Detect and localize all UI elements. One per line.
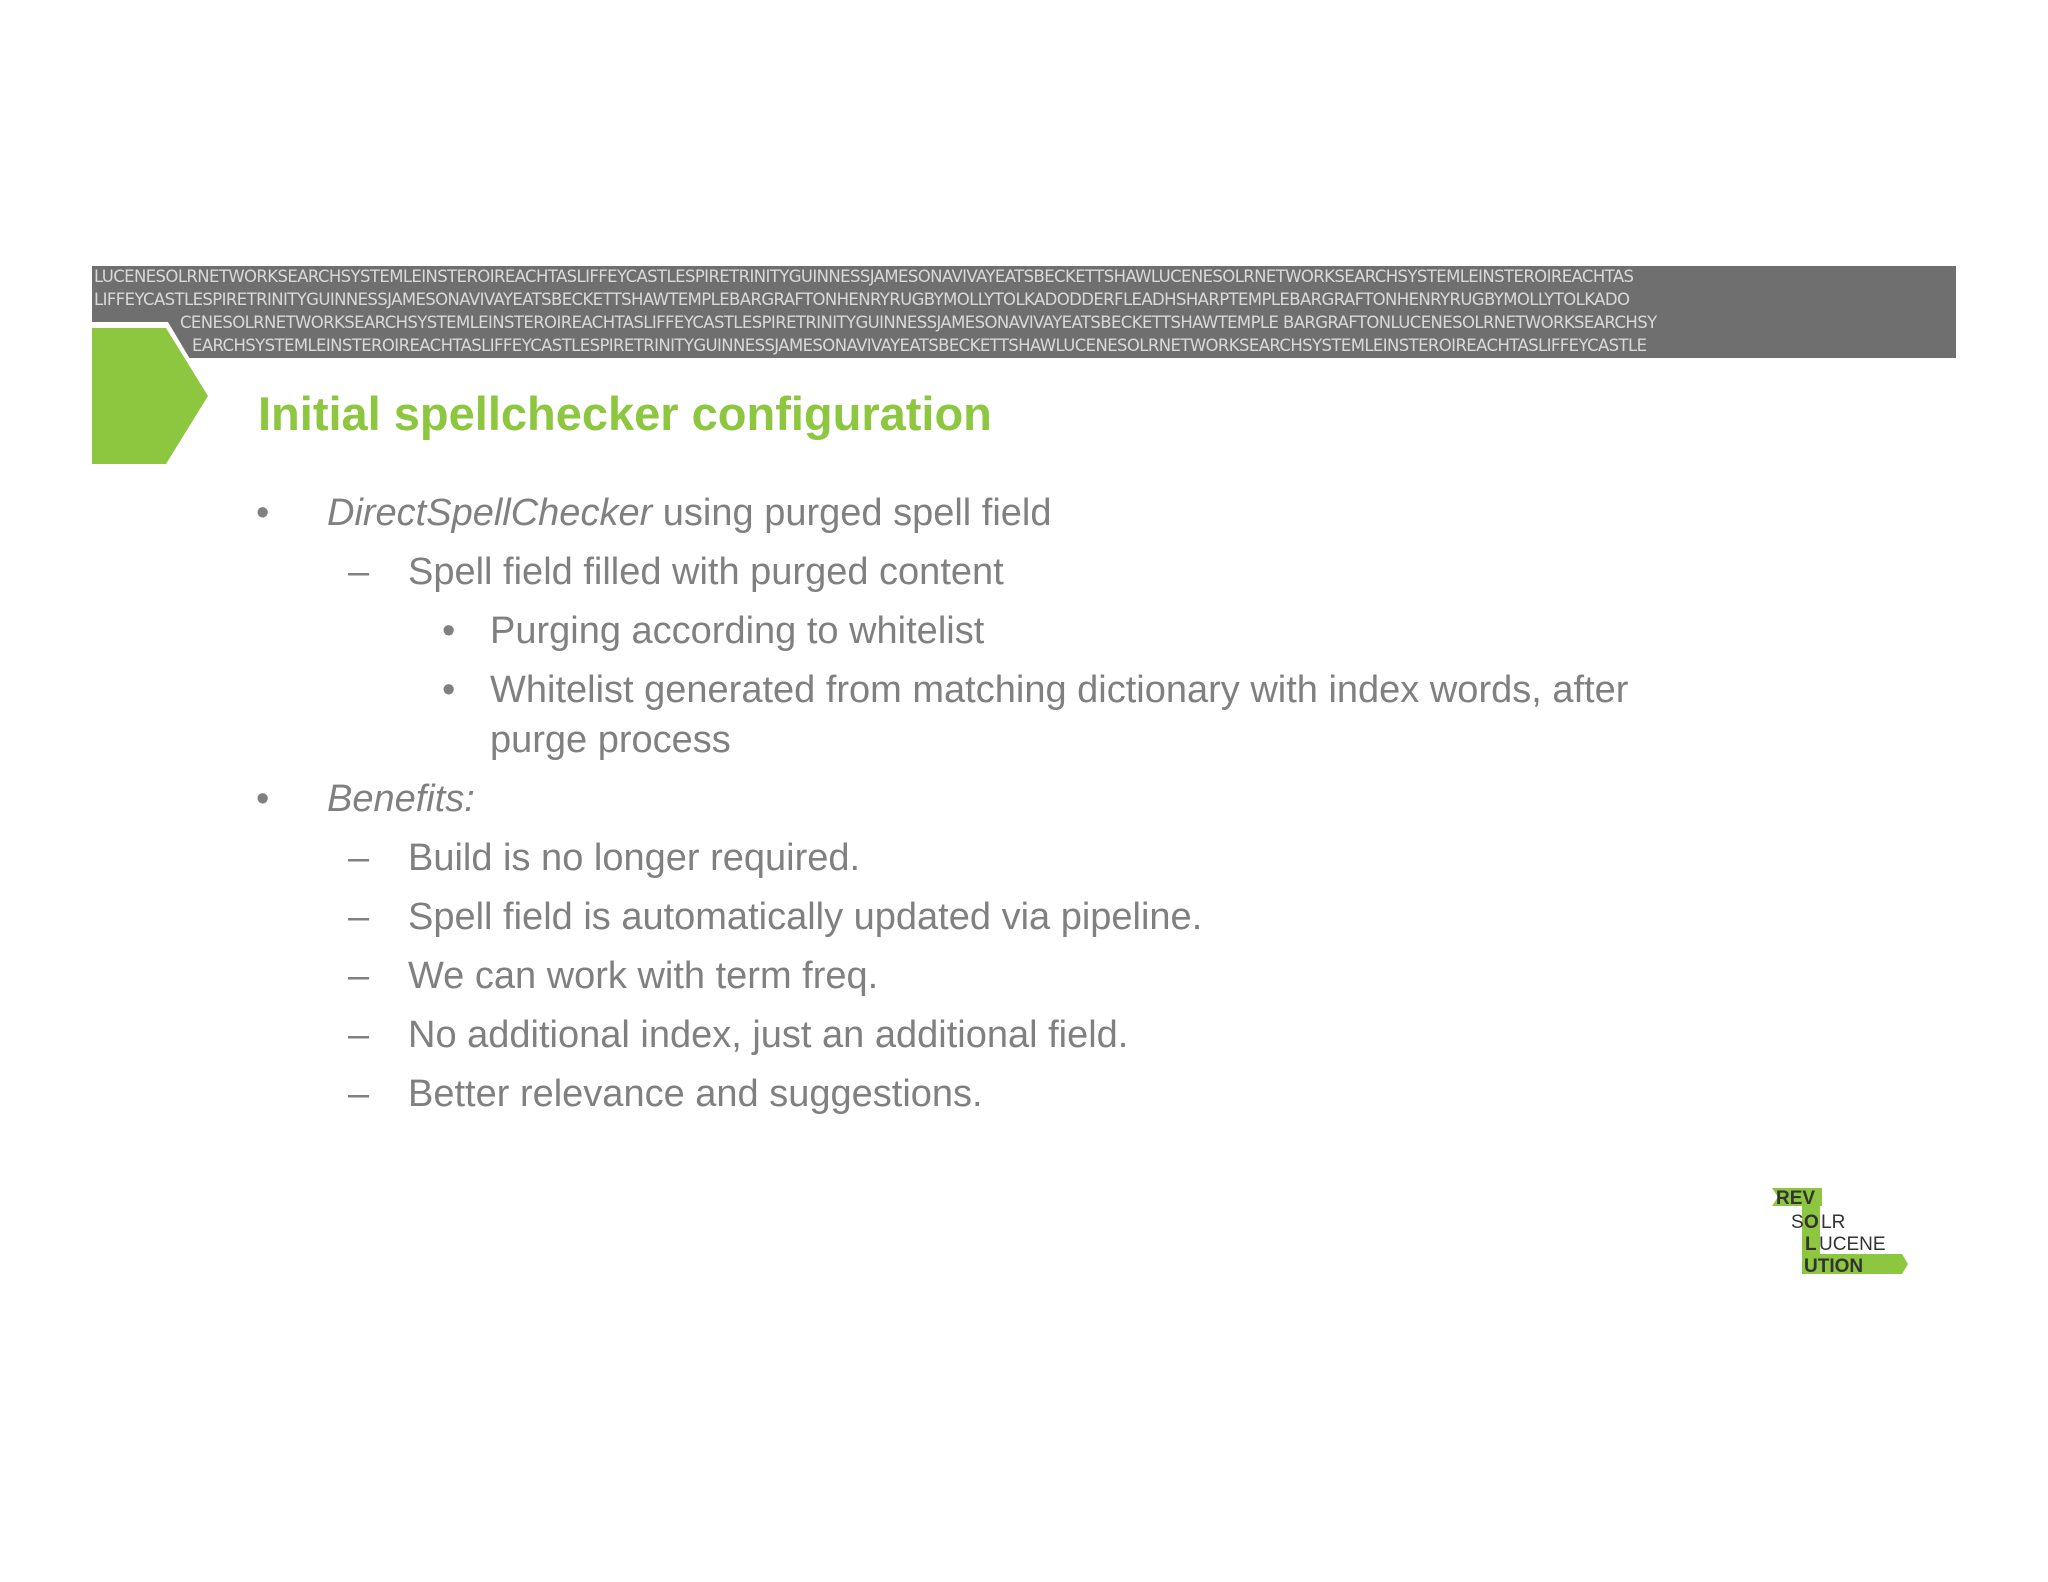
bullet-marker: • bbox=[442, 669, 456, 711]
logo-ucene: UCENE bbox=[1819, 1234, 1886, 1255]
green-chevron-icon bbox=[92, 322, 212, 470]
list-item: No additional index, just an additional field. bbox=[408, 1014, 1129, 1056]
dash-marker: – bbox=[348, 1014, 370, 1056]
logo-l: L bbox=[1805, 1234, 1817, 1255]
logo-lr: LR bbox=[1821, 1212, 1846, 1233]
logo-o: O bbox=[1804, 1212, 1819, 1233]
list-item: Spell field filled with purged content bbox=[408, 551, 1004, 593]
banner-text-strip bbox=[92, 266, 1956, 358]
list-item: Better relevance and suggestions. bbox=[408, 1073, 983, 1115]
bullet-marker: • bbox=[256, 778, 270, 820]
list-item-italic: DirectSpellChecker bbox=[327, 492, 653, 534]
bullet-marker: • bbox=[442, 610, 456, 652]
dash-marker: – bbox=[348, 896, 370, 938]
dash-marker: – bbox=[348, 955, 370, 997]
list-item: Spell field is automatically updated via pipeline. bbox=[408, 896, 1203, 938]
list-item: Whitelist generated from matching dictionary with index words, after bbox=[490, 669, 1629, 711]
list-item: Benefits: bbox=[327, 778, 475, 820]
list-item: We can work with term freq. bbox=[408, 955, 879, 997]
dash-marker: – bbox=[348, 551, 370, 593]
bullet-marker: • bbox=[256, 492, 270, 534]
slide-title: Initial spellchecker configuration bbox=[258, 387, 992, 440]
list-item: Build is no longer required. bbox=[408, 837, 861, 879]
banner-line-2: LIFFEYCASTLESPIRETRINITYGUINNESSJAMESONAVIVAYEATSBECKETTSHAWTEMPLEBARGRAFTONHENRYRUGBYMOLLYTOLKADODDERFLEADHSHARPTEMPLEBARGRAFTONHENRYRUGBYMOLLYTOLKADO bbox=[94, 290, 1630, 309]
revolution-logo bbox=[1766, 1186, 1926, 1286]
banner-line-3: CENESOLRNETWORKSEARCHSYSTEMLEINSTEROIREACHTASLIFFEYCASTLESPIRETRINITYGUINNESSJAMESONAVIVAYEATSBECKETTSHAWTEMPLE BARGRAFTONLUCENESOLRNETWORKSEARCHSY bbox=[180, 313, 1657, 332]
list-item-text: using purged spell field bbox=[652, 492, 1052, 534]
dash-marker: – bbox=[348, 1073, 370, 1115]
logo-ution: UTION bbox=[1804, 1256, 1864, 1277]
list-item: Purging according to whitelist bbox=[490, 610, 985, 652]
logo-s: S bbox=[1791, 1212, 1804, 1233]
list-item-continuation: purge process bbox=[490, 719, 731, 761]
logo-rev: REV bbox=[1776, 1188, 1816, 1209]
banner-line-4: EARCHSYSTEMLEINSTEROIREACHTASLIFFEYCASTLESPIRETRINITYGUINNESSJAMESONAVIVAYEATSBECKETTSHAWLUCENESOLRNETWORKSEARCHSYSTEMLEINSTEROIREACHTASLIFFEYCASTLE bbox=[192, 336, 1647, 355]
banner-line-1: LUCENESOLRNETWORKSEARCHSYSTEMLEINSTEROIREACHTASLIFFEYCASTLESPIRETRINITYGUINNESSJAMESONAVIVAYEATSBECKETTSHAWLUCENESOLRNETWORKSEARCHSYSTEMLEINSTEROIREACHTAS bbox=[94, 267, 1634, 286]
list-item bbox=[327, 489, 1052, 537]
dash-marker: – bbox=[348, 837, 370, 879]
